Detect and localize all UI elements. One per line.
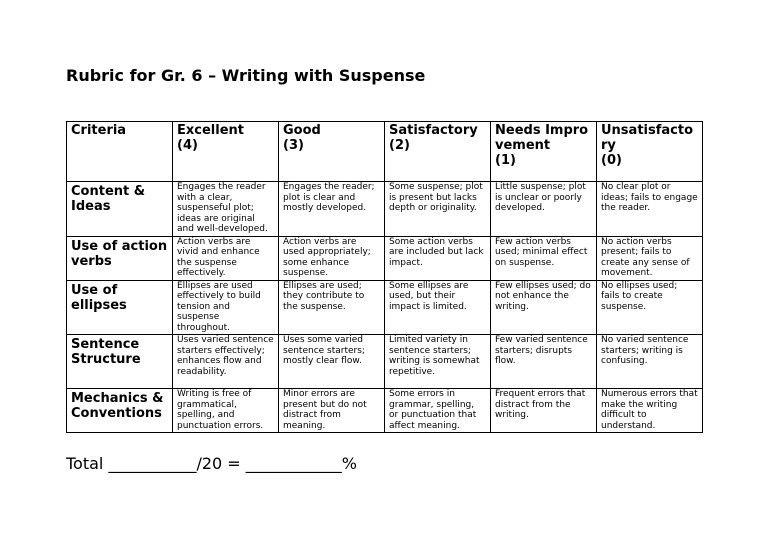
header-score: (2)	[389, 138, 410, 153]
header-needs-improvement	[491, 122, 597, 182]
rubric-cell: No action verbs present; fails to create any sense of movement.	[597, 236, 703, 280]
table-row	[67, 389, 703, 433]
rubric-table	[66, 121, 703, 433]
rubric-cell: Little suspense; plot is unclear or poorly developed.	[491, 182, 597, 237]
header-score: (3)	[283, 138, 304, 153]
header-label: Needs Improvement	[495, 123, 589, 153]
criterion-cell: Content & Ideas	[67, 182, 173, 237]
rubric-cell: Ellipses are used effectively to build tension and suspense throughout.	[173, 280, 279, 335]
header-satisfactory	[385, 122, 491, 182]
header-label: Unsatisfactory	[601, 123, 694, 153]
header-row	[67, 122, 703, 182]
header-unsatisfactory	[597, 122, 703, 182]
rubric-cell: Frequent errors that distract from the writing.	[491, 389, 597, 433]
rubric-cell: Engages the reader with a clear, suspenseful plot; ideas are original and well-developed.	[173, 182, 279, 237]
rubric-cell: Some suspense; plot is present but lacks depth or originality.	[385, 182, 491, 237]
rubric-cell: Uses varied sentence starters effectively; enhances flow and readability.	[173, 335, 279, 389]
table-row	[67, 182, 703, 237]
rubric-cell: No ellipses used; fails to create suspense.	[597, 280, 703, 335]
header-label: Excellent	[177, 123, 244, 138]
criterion-cell: Sentence Structure	[67, 335, 173, 389]
header-label: Good	[283, 123, 321, 138]
header-score: (0)	[601, 153, 622, 168]
rubric-cell: Numerous errors that make the writing difficult to understand.	[597, 389, 703, 433]
total-score-line: Total ___________/20 = ____________%	[66, 454, 357, 473]
rubric-cell: Some errors in grammar, spelling, or punctuation that affect meaning.	[385, 389, 491, 433]
table-row	[67, 280, 703, 335]
rubric-cell: Some action verbs are included but lack impact.	[385, 236, 491, 280]
rubric-cell: Action verbs are used appropriately; some enhance suspense.	[279, 236, 385, 280]
rubric-cell: No varied sentence starters; writing is confusing.	[597, 335, 703, 389]
criterion-cell: Use of ellipses	[67, 280, 173, 335]
rubric-cell: Minor errors are present but do not distract from meaning.	[279, 389, 385, 433]
rubric-cell: No clear plot or ideas; fails to engage the reader.	[597, 182, 703, 237]
rubric-cell: Action verbs are vivid and enhance the suspense effectively.	[173, 236, 279, 280]
rubric-cell: Few varied sentence starters; disrupts flow.	[491, 335, 597, 389]
rubric-cell: Few ellipses used; do not enhance the writing.	[491, 280, 597, 335]
rubric-cell: Uses some varied sentence starters; mostly clear flow.	[279, 335, 385, 389]
header-good	[279, 122, 385, 182]
header-score: (1)	[495, 153, 516, 168]
table-row	[67, 335, 703, 389]
header-score: (4)	[177, 138, 198, 153]
rubric-cell: Some ellipses are used, but their impact is limited.	[385, 280, 491, 335]
header-label: Satisfactory	[389, 123, 478, 138]
document-title: Rubric for Gr. 6 – Writing with Suspense	[66, 66, 426, 85]
rubric-cell: Engages the reader; plot is clear and mostly developed.	[279, 182, 385, 237]
rubric-cell: Few action verbs used; minimal effect on suspense.	[491, 236, 597, 280]
header-excellent	[173, 122, 279, 182]
header-criteria	[67, 122, 173, 182]
rubric-cell: Writing is free of grammatical, spelling, and punctuation errors.	[173, 389, 279, 433]
header-label: Criteria	[71, 123, 127, 138]
criterion-cell: Use of action verbs	[67, 236, 173, 280]
table-row	[67, 236, 703, 280]
criterion-cell: Mechanics & Conventions	[67, 389, 173, 433]
rubric-cell: Limited variety in sentence starters; writing is somewhat repetitive.	[385, 335, 491, 389]
rubric-cell: Ellipses are used; they contribute to the suspense.	[279, 280, 385, 335]
